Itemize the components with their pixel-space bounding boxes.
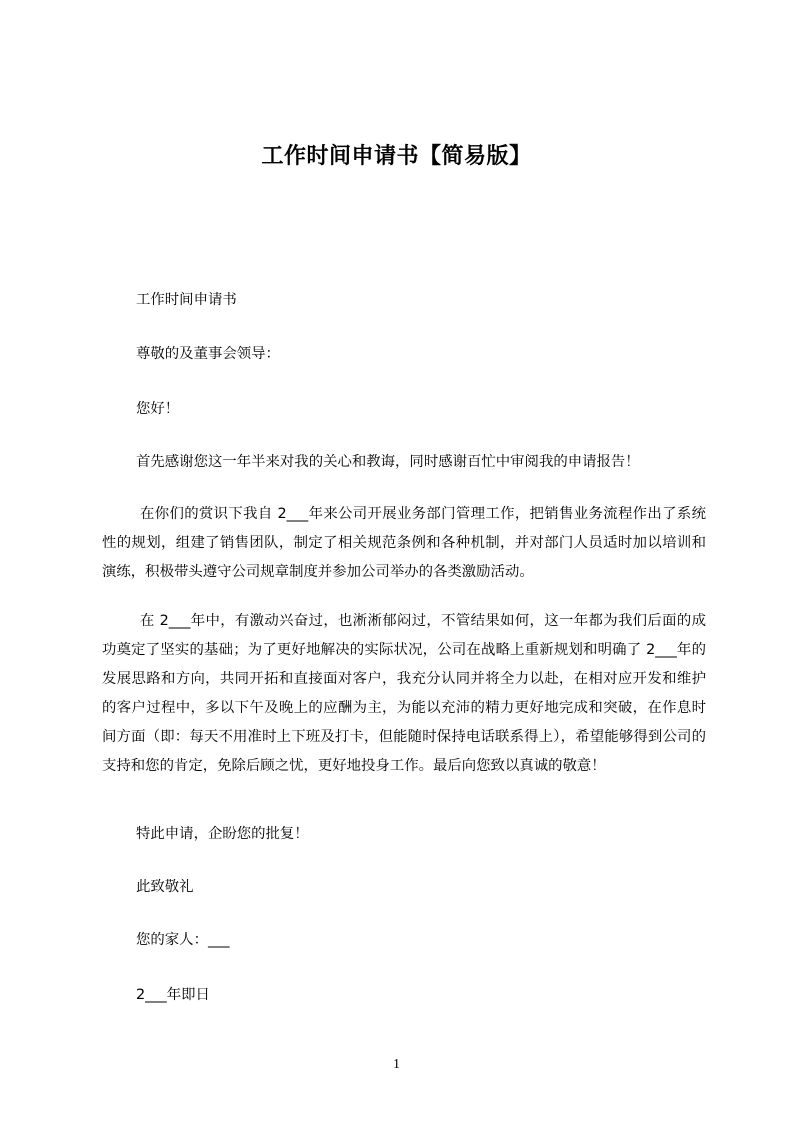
intro-paragraph: 首先感谢您这一年半来对我的关心和教诲，同时感谢百忙中审阅我的申请报告！ [136,454,640,470]
page-number: 1 [393,1057,400,1072]
date-line: 2___年即日 [136,987,210,1003]
letter-heading: 工作时间申请书 [136,292,237,308]
salutation: 尊敬的及董事会领导： [136,346,280,362]
request-line: 特此申请，企盼您的批复！ [136,826,309,842]
signature-line: 您的家人：___ [136,932,230,948]
body-paragraph-1: 在你们的赏识下我自 2___年来公司开展业务部门管理工作，把销售业务流程作出了系统性的规划，组建了销售团队，制定了相关规范条例和各种机制，并对部门人员适时加以培训和演练，积极带头遵守公司规章制度并参加公司举办的各类激励活动。 [102,506,706,580]
greeting: 您好！ [136,401,180,417]
closing-line: 此致敬礼 [136,879,194,895]
body-paragraph-2: 在 2___年中，有激动兴奋过，也淅淅郁闷过，不管结果如何，这一年都为我们后面的成功奠定了坚实的基础；为了更好地解决的实际状况，公司在战略上重新规划和明确了 2___年的发展思路和方向，共同开拓和直接面对客户，我充分认同并将全力以赴，在相对应开发和维护的客户过程中，多以下午及晚上的应酬为主，为能以充沛的精力更好地完成和突破，在作息时间方面（即：每天不用准时上下班及打卡，但能随时保持电话联系得上），希望能够得到公司的支持和您的肯定，免除后顾之忧，更好地投身工作。最后向您致以真诚的敬意！ [102,613,706,774]
document-title: 工作时间申请书【简易版】 [261,144,532,169]
